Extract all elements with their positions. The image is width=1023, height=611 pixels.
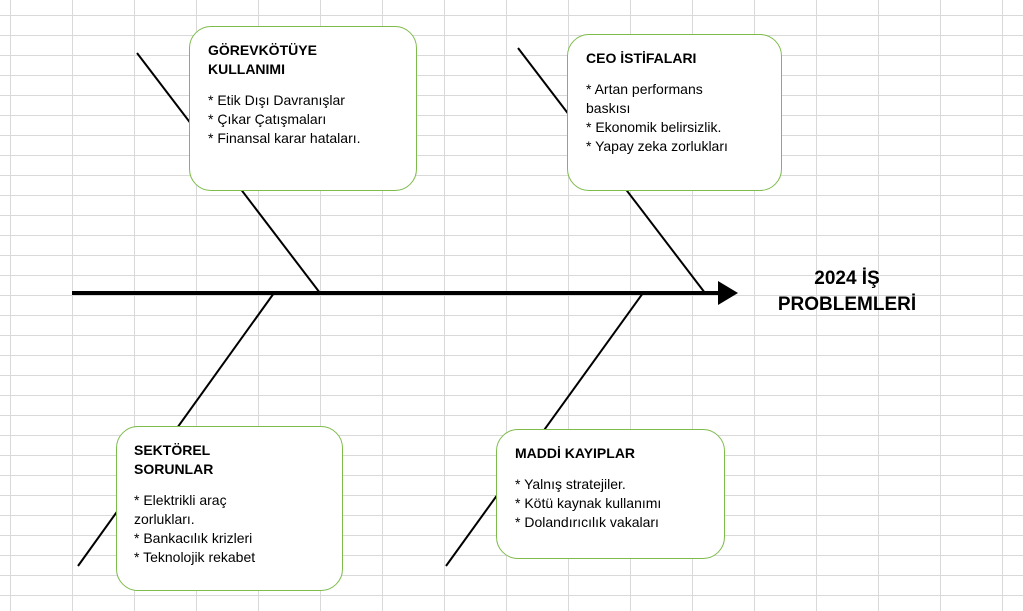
cause-item: * Çıkar Çatışmaları — [208, 111, 327, 127]
cause-item-list — [515, 475, 708, 532]
cause-box-sektorel-sorunlar — [116, 426, 343, 591]
effect-label-line: PROBLEMLERİ — [777, 294, 917, 315]
cause-box-ceo-istifalari — [567, 34, 782, 191]
cause-item: * Teknolojik rekabet — [134, 549, 256, 565]
cause-title-line: KULLANIMI — [208, 61, 285, 77]
cause-title — [134, 441, 326, 479]
cause-item: * Etik Dışı Davranışlar — [208, 92, 345, 108]
cause-title — [515, 444, 708, 463]
cause-title — [208, 41, 400, 79]
cause-item: * Kötü kaynak kullanımı — [515, 495, 662, 511]
cause-title-line: CEO İSTİFALARI — [586, 50, 697, 66]
cause-item: * Finansal karar hataları. — [208, 130, 361, 146]
cause-item: * Elektrikli araç — [134, 492, 227, 508]
cause-item-list — [134, 491, 326, 567]
cause-item: * Yapay zeka zorlukları — [586, 138, 728, 154]
cause-title-line: GÖREVKÖTÜYE — [208, 42, 317, 58]
cause-title-line: SORUNLAR — [134, 461, 214, 477]
effect-label-line: 2024 İŞ — [814, 268, 880, 289]
cause-item: baskısı — [586, 100, 631, 116]
effect-label — [752, 266, 942, 318]
cause-item: zorlukları. — [134, 511, 195, 527]
cause-item: * Bankacılık krizleri — [134, 530, 253, 546]
cause-item: * Ekonomik belirsizlik. — [586, 119, 722, 135]
cause-item-list — [586, 80, 765, 156]
cause-title — [586, 49, 765, 68]
cause-box-maddi-kayiplar — [496, 429, 725, 559]
cause-title-line: MADDİ KAYIPLAR — [515, 445, 636, 461]
cause-item: * Artan performans — [586, 81, 703, 97]
cause-item: * Yalnış stratejiler. — [515, 476, 626, 492]
cause-item-list — [208, 91, 400, 148]
cause-box-gorev-kotuye-kullanimi — [189, 26, 417, 191]
cause-title-line: SEKTÖREL — [134, 442, 211, 458]
cause-item: * Dolandırıcılık vakaları — [515, 514, 659, 530]
